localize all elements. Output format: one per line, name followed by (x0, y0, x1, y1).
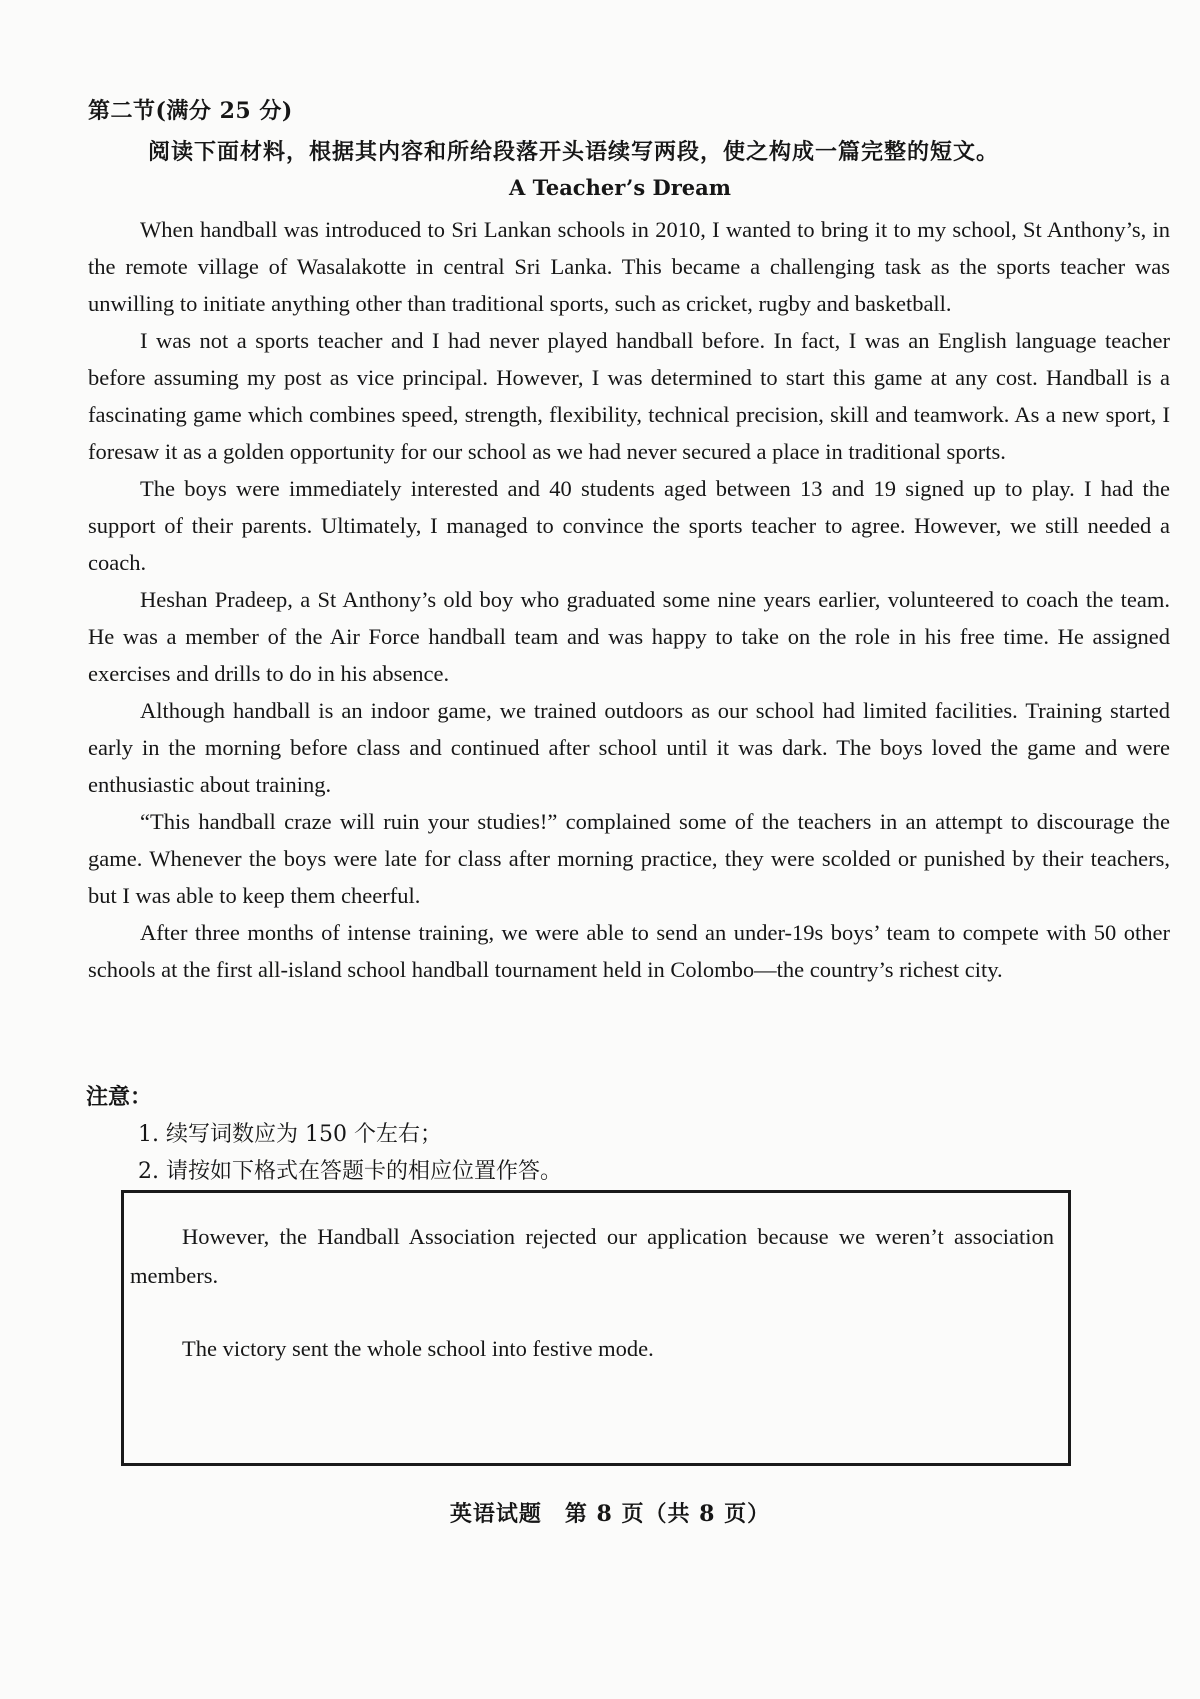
notes-label: 注意： (86, 1084, 153, 1110)
reading-passage (88, 211, 1170, 988)
section-header: 第二节(满分 25 分) (88, 98, 293, 124)
note-item-2: 2. 请按如下格式在答题卡的相应位置作答。 (138, 1159, 562, 1184)
passage-paragraph-7: After three months of intense training, we were able to send an under-19s boys’ team to compete with 50 other schools at the first all-island school handball tournament held in Colombo—the country’s richest city. (88, 920, 1170, 982)
note-item-1: 1. 续写词数应为 150 个左右； (138, 1122, 442, 1147)
continuation-opening-1: However, the Handball Association rejected our application because we weren’t association members. (130, 1224, 1054, 1288)
passage-paragraph-3: The boys were immediately interested and 40 students aged between 13 and 19 signed up to play. I had the support of their parents. Ultimately, I managed to convince the sports teacher to agree. However, we still needed a coach. (88, 476, 1170, 575)
passage-paragraph-6: “This handball craze will ruin your studies!” complained some of the teachers in an attempt to discourage the game. Whenever the boys were late for class after morning practice, they were scolded or punished by their teachers, but I was able to keep them cheerful. (88, 809, 1170, 908)
continuation-opening-2: The victory sent the whole school into festive mode. (182, 1336, 654, 1361)
passage-paragraph-5: Although handball is an indoor game, we trained outdoors as our school had limited facilities. Training started early in the morning before class and continued after school until it was dark. The boys loved the game and were enthusiastic about training. (88, 698, 1170, 797)
passage-paragraph-4: Heshan Pradeep, a St Anthony’s old boy who graduated some nine years earlier, volunteered to coach the team. He was a member of the Air Force handball team and was happy to take on the role in his free time. He assigned exercises and drills to do in his absence. (88, 587, 1170, 686)
passage-paragraph-2: I was not a sports teacher and I had never played handball before. In fact, I was an English language teacher before assuming my post as vice principal. However, I was determined to start this game at any cost. Handball is a fascinating game which combines speed, strength, flexibility, technical precision, skill and teamwork. As a new sport, I foresaw it as a golden opportunity for our school as we had never secured a place in traditional sports. (88, 328, 1170, 464)
passage-title: A Teacher’s Dream (509, 175, 731, 200)
notes-list (86, 1116, 562, 1190)
instruction-text: 阅读下面材料，根据其内容和所给段落开头语续写两段，使之构成一篇完整的短文。 (148, 139, 1000, 165)
answer-format-box (121, 1190, 1071, 1466)
notes-section (86, 1079, 562, 1190)
page-footer: 英语试题 第 8 页（共 8 页） (449, 1501, 771, 1527)
passage-paragraph-1: When handball was introduced to Sri Lankan schools in 2010, I wanted to bring it to my school, St Anthony’s, in the remote village of Wasalakotte in central Sri Lanka. This became a challenging task as the sports teacher was unwilling to initiate anything other than traditional sports, such as cricket, rugby and basketball. (88, 217, 1170, 316)
